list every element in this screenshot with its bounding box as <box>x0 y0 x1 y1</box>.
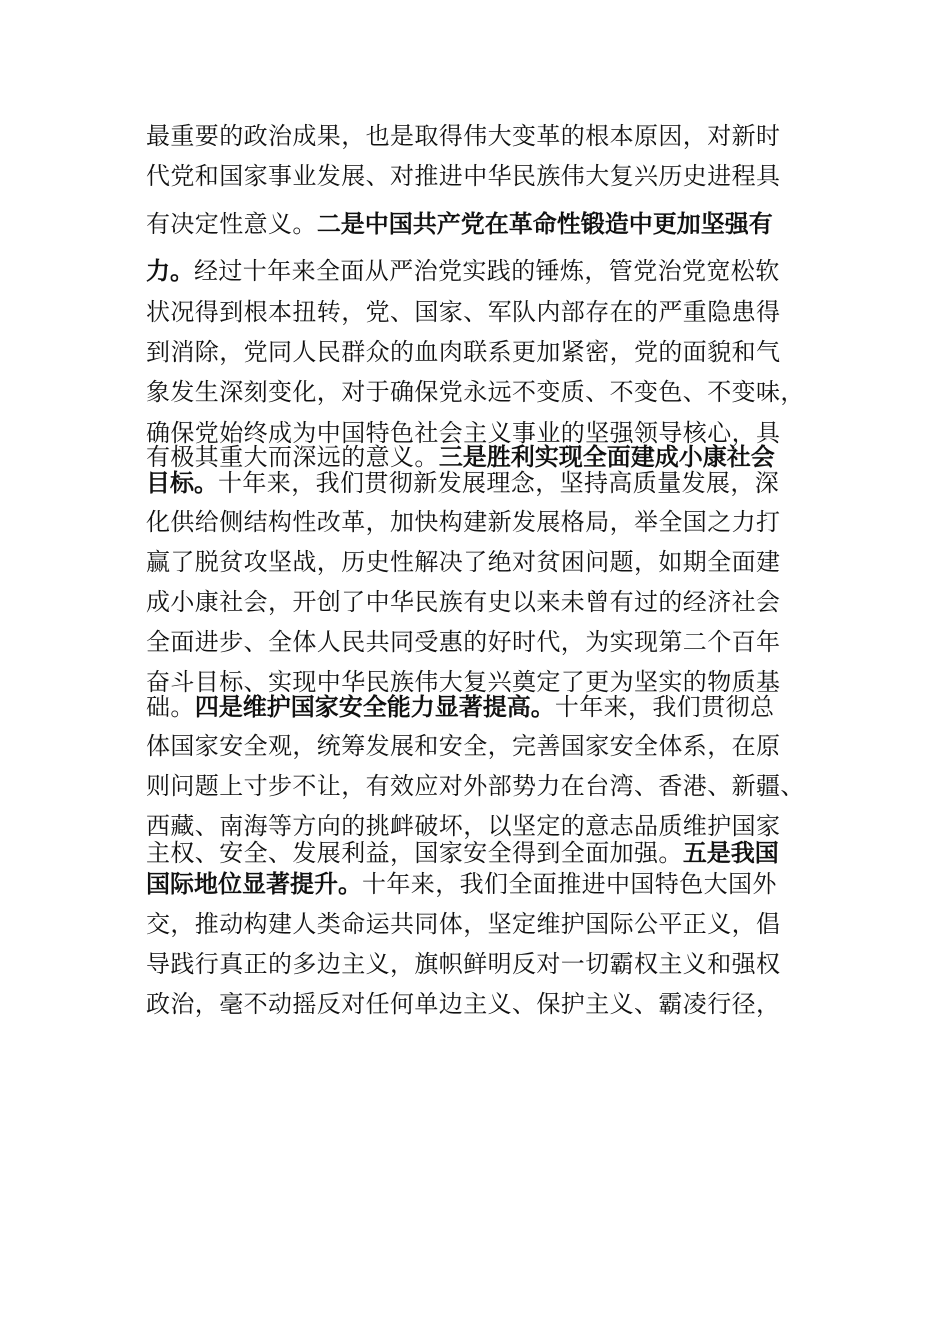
body-text-span: 象发生深刻变化，对于确保党永远不变质、不变色、不变味， <box>146 378 805 406</box>
bold-heading-text: 国际地位显著提升。 <box>146 870 362 898</box>
body-text-span: 有极其重大而深远的意义。 <box>146 443 439 471</box>
body-text-span: 有决定性意义。 <box>146 210 317 238</box>
bold-heading-text: 五是我国 <box>682 839 779 867</box>
bold-heading-text: 三是胜利实现全面建成小康社会 <box>438 443 775 471</box>
body-text-span: 导践行真正的多边主义，旗帜鲜明反对一切霸权主义和强权 <box>146 950 781 978</box>
body-text-span: 主权、安全、发展利益，国家安全得到全面加强。 <box>146 839 683 867</box>
text-line <box>146 376 805 408</box>
text-line <box>146 255 780 287</box>
text-line <box>146 770 805 802</box>
body-text-span: 十年来，我们全面推进中国特色大国外 <box>362 870 777 898</box>
body-text-span: 化供给侧结构性改革，加快构建新发展格局，举全国之力打 <box>146 508 781 536</box>
text-line <box>146 120 780 152</box>
body-text-span: 到消除，党同人民群众的血肉联系更加紧密，党的面貌和气 <box>146 338 781 366</box>
body-text-span: 全面进步、全体人民共同受惠的好时代，为实现第二个百年 <box>146 628 781 656</box>
text-line <box>146 336 780 368</box>
text-line <box>146 296 780 328</box>
body-text-span: 最重要的政治成果，也是取得伟大变革的根本原因，对新时 <box>146 122 781 150</box>
text-line <box>146 506 780 538</box>
body-text-span: 交，推动构建人类命运共同体，坚定维护国际公平正义，倡 <box>146 910 781 938</box>
text-line <box>146 626 780 658</box>
body-text-span: 代党和国家事业发展、对推进中华民族伟大复兴历史进程具 <box>146 162 781 190</box>
body-text-span: 确保党始终成为中国特色社会主义事业的坚强领导核心，具 <box>146 419 781 447</box>
body-text-span: 赢了脱贫攻坚战，历史性解决了绝对贫困问题，如期全面建 <box>146 548 781 576</box>
bold-heading-text: 四是维护国家安全能力显著提高。 <box>194 693 555 721</box>
text-line <box>146 691 774 723</box>
body-text-span: 础。 <box>146 693 195 721</box>
text-line <box>146 988 780 1020</box>
text-line <box>146 908 780 940</box>
body-text-span: 政治，毫不动摇反对任何单边主义、保护主义、霸凌行径， <box>146 990 781 1018</box>
body-text-span: 体国家安全观，统筹发展和安全，完善国家安全体系，在原 <box>146 732 781 760</box>
text-line <box>146 546 780 578</box>
text-line <box>146 160 780 192</box>
body-text-span: 则问题上寸步不让，有效应对外部势力在台湾、香港、新疆、 <box>146 772 805 800</box>
body-text-span: 西藏、南海等方向的挑衅破坏，以坚定的意志品质维护国家 <box>146 812 781 840</box>
bold-heading-text: 二是中国共产党在革命性锻造中更加坚强有 <box>316 210 773 238</box>
text-line <box>146 586 780 618</box>
text-line <box>146 868 777 900</box>
text-line <box>146 837 779 869</box>
body-text-span: 成小康社会，开创了中华民族有史以来未曾有过的经济社会 <box>146 588 781 616</box>
text-line <box>146 730 780 762</box>
body-text-span: 状况得到根本扭转，党、国家、军队内部存在的严重隐患得 <box>146 298 781 326</box>
body-text-span: 经过十年来全面从严治党实践的锤炼，管党治党宽松软 <box>194 257 780 285</box>
text-line <box>146 948 780 980</box>
body-text-span: 奋斗目标、实现中华民族伟大复兴奠定了更为坚实的物质基 <box>146 668 781 696</box>
body-text-span: 十年来，我们贯彻总 <box>554 693 775 721</box>
text-line <box>146 467 779 499</box>
bold-heading-text: 力。 <box>146 257 194 285</box>
bold-heading-text: 目标。 <box>146 469 218 497</box>
body-text-span: 十年来，我们贯彻新发展理念，坚持高质量发展，深 <box>218 469 780 497</box>
text-line <box>146 208 773 240</box>
